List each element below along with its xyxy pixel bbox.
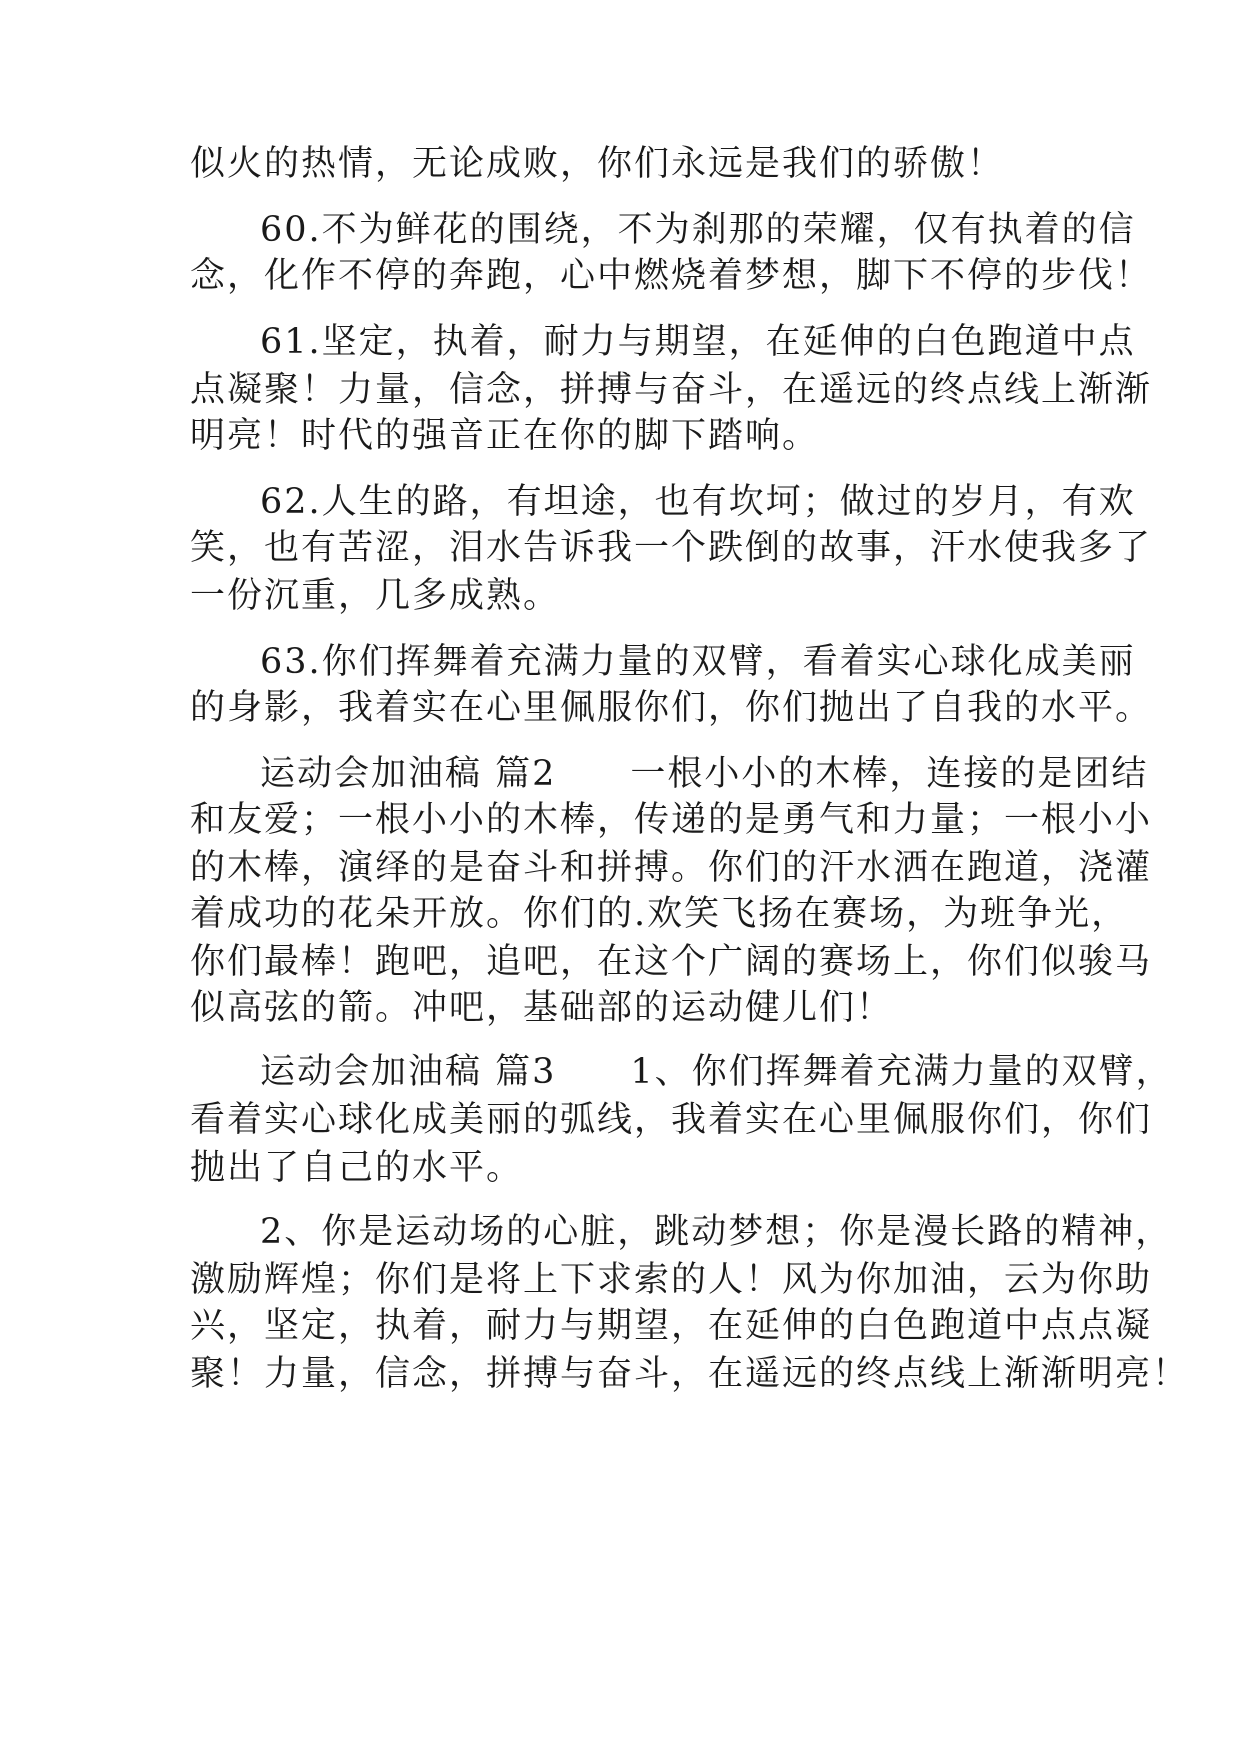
text-line: 点凝聚！力量，信念，拼搏与奋斗，在遥远的终点线上渐渐 [190, 370, 1153, 410]
text-line: 你们最棒！跑吧，追吧，在这个广阔的赛场上，你们似骏马 [190, 942, 1153, 982]
text-line: 62.人生的路，有坦途，也有坎坷；做过的岁月，有欢 [260, 482, 1136, 522]
text-line: 63.你们挥舞着充满力量的双臂，看着实心球化成美丽 [260, 642, 1136, 682]
text-line: 看着实心球化成美丽的弧线，我着实在心里佩服你们，你们 [190, 1100, 1153, 1140]
text-line: 笑，也有苦涩，泪水告诉我一个跌倒的故事，汗水使我多了 [190, 528, 1153, 568]
text-line: 的身影，我着实在心里佩服你们，你们抛出了自我的水平。 [190, 688, 1153, 728]
text-line: 60.不为鲜花的围绕，不为刹那的荣耀，仅有执着的信 [260, 210, 1136, 250]
text-line: 聚！力量，信念，拼搏与奋斗，在遥远的终点线上渐渐明亮！ [190, 1354, 1190, 1394]
text-line: 和友爱；一根小小的木棒，传递的是勇气和力量；一根小小 [190, 800, 1153, 840]
text-line: 抛出了自己的水平。 [190, 1148, 524, 1188]
text-line: 激励辉煌；你们是将上下求索的人！风为你加油，云为你助 [190, 1260, 1153, 1300]
text-line: 似火的热情，无论成败，你们永远是我们的骄傲！ [190, 144, 1005, 184]
text-line: 的木棒，演绎的是奋斗和拼搏。你们的汗水洒在跑道，浇灌 [190, 848, 1153, 888]
text-line: 着成功的花朵开放。你们的.欢笑飞扬在赛场，为班争光， [190, 894, 1129, 934]
text-line: 念，化作不停的奔跑，心中燃烧着梦想，脚下不停的步伐！ [190, 256, 1153, 296]
section-heading-line: 运动会加油稿 篇2 一根小小的木棒，连接的是团结 [260, 754, 1149, 794]
text-line: 明亮！时代的强音正在你的脚下踏响。 [190, 416, 820, 456]
text-line: 2、你是运动场的心脏，跳动梦想；你是漫长路的精神， [260, 1212, 1173, 1252]
text-line: 似高弦的箭。冲吧，基础部的运动健儿们！ [190, 988, 894, 1028]
text-line: 一份沉重，几多成熟。 [190, 576, 561, 616]
section-heading-line: 运动会加油稿 篇3 1、你们挥舞着充满力量的双臂， [260, 1052, 1173, 1092]
text-line: 61.坚定，执着，耐力与期望，在延伸的白色跑道中点 [260, 322, 1136, 362]
text-line: 兴，坚定，执着，耐力与期望，在延伸的白色跑道中点点凝 [190, 1306, 1153, 1346]
